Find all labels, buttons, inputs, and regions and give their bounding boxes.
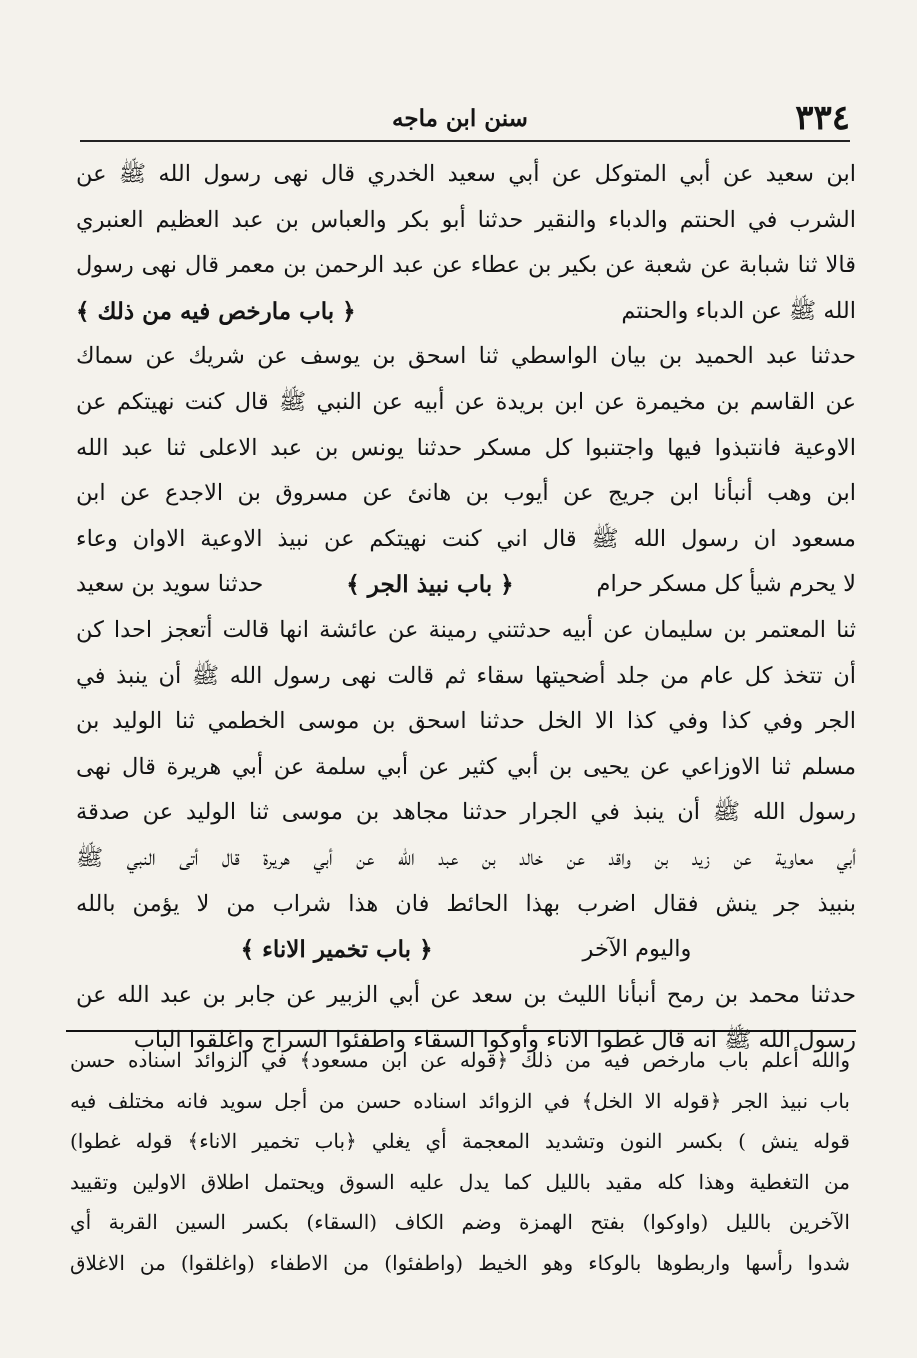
chapter-heading: ﴿ باب نبيذ الجر ﴾ xyxy=(346,571,514,599)
footnote-line: من التغطية وهذا كله مقيد بالليل كما يدل عليه السوق ويحتمل اطلاق الاولين وتقييد xyxy=(70,1169,850,1194)
text-line: الشرب في الحنتم والدباء والنقير حدثنا أبو بكر والعباس بن عبد العظيم العنبري xyxy=(76,206,856,233)
footnote-line: شدوا رأسها واربطوها بالوكاء وهو الخيط (واطفئوا) من الاطفاء (واغلقوا) من الاغلاق xyxy=(70,1250,850,1275)
main-text xyxy=(76,152,856,1064)
chapter-heading: ﴿ باب مارخص فيه من ذلك ﴾ xyxy=(76,297,356,325)
text-line: قالا ثنا شبابة عن شعبة عن بكير بن عطاء عن عبد الرحمن بن معمر قال نهى رسول xyxy=(76,252,856,279)
text-line: رسول الله ﷺ أن ينبذ في الجرار حدثنا مجاهد بن موسى ثنا الوليد عن صدقة xyxy=(76,799,856,826)
chapter-heading: ﴿ باب تخمير الاناء ﴾ xyxy=(240,936,433,964)
text-line: الجر وفي كذا وفي كذا الا الخل حدثنا اسحق بن موسى الخطمي ثنا الوليد بن xyxy=(76,708,856,735)
text-line: رسول الله ﷺ انه قال غطوا الاناء وأوكوا السقاء واطفئوا السراج واغلقوا الباب xyxy=(133,1027,856,1054)
footnote-line: باب نبيذ الجر ﴿قوله الا الخل﴾ في الزوائد اسناده حسن من أجل سويد فانه مختلف فيه xyxy=(70,1088,850,1113)
text-line: ثنا المعتمر بن سليمان عن أبيه حدثتني رمينة عن عائشة انها قالت أتعجز احدا كن xyxy=(76,616,856,643)
text-line-with-heading xyxy=(76,562,856,608)
text-segment: لا يحرم شيأ كل مسكر حرام xyxy=(596,571,856,598)
text-segment: حدثنا سويد بن سعيد xyxy=(76,571,264,598)
text-line: حدثنا محمد بن رمح أنبأنا الليث بن سعد عن أبي الزبير عن جابر بن عبد الله عن xyxy=(76,981,856,1008)
text-line-with-heading xyxy=(76,289,856,335)
footnotes xyxy=(70,1040,850,1283)
text-line: أن تتخذ كل عام من جلد أضحيتها سقاء ثم قالت نهى رسول الله ﷺ أن ينبذ في xyxy=(76,662,856,689)
text-line: عن القاسم بن مخيمرة عن ابن بريدة عن أبيه عن النبي ﷺ قال كنت نهيتكم عن xyxy=(76,388,856,415)
book-title: سنن ابن ماجه xyxy=(392,105,528,132)
text-line: الاوعية فانتبذوا فيها واجتنبوا كل مسكر حدثنا يونس بن عبد الاعلى ثنا عبد الله xyxy=(76,434,856,461)
footnote-line: الآخرين بالليل (واوكوا) بفتح الهمزة وضم الكاف (السقاء) بكسر السين القربة أي xyxy=(70,1210,850,1234)
text-line: أبي معاوية عن زيد بن واقد عن خالد بن عبد الله عن أبي هريرة قال أتى النبي ﷺ xyxy=(76,844,856,871)
text-line: ابن سعيد عن أبي المتوكل عن أبي سعيد الخدري قال نهى رسول الله ﷺ عن xyxy=(76,161,856,187)
text-line: حدثنا عبد الحميد بن بيان الواسطي ثنا اسحق بن يوسف عن شريك عن سماك xyxy=(76,343,856,370)
footnote-line: قوله ينش ) بكسر النون وتشديد المعجمة أي يغلي ﴿باب تخمير الاناء﴾ قوله غطوا) xyxy=(70,1129,850,1153)
text-segment: الله ﷺ عن الدباء والحنتم xyxy=(621,297,856,324)
text-line: مسعود ان رسول الله ﷺ قال اني كنت نهيتكم عن نبيذ الاوعية الاوان وعاء xyxy=(76,525,856,552)
text-line: بنبيذ جر ينش فقال اضرب بهذا الحائط فان هذا شراب من لا يؤمن بالله xyxy=(76,890,856,917)
footnote-line: والله أعلم باب مارخص فيه من ذلك ﴿قوله عن ابن مسعود﴾ في الزوائد اسناده حسن xyxy=(70,1048,850,1072)
text-segment: واليوم الآخر xyxy=(582,936,692,963)
footnote-divider xyxy=(66,1030,856,1032)
page-header xyxy=(80,98,850,142)
text-line: ابن وهب أنبأنا ابن جريج عن أيوب بن هانئ عن مسروق بن الاجدع عن ابن xyxy=(76,480,856,507)
page-number: ٣٣٤ xyxy=(795,98,850,138)
text-line: مسلم ثنا الاوزاعي عن يحيى بن أبي كثير عن أبي سلمة عن أبي هريرة قال نهى xyxy=(76,753,856,780)
text-line-with-heading xyxy=(76,927,856,973)
